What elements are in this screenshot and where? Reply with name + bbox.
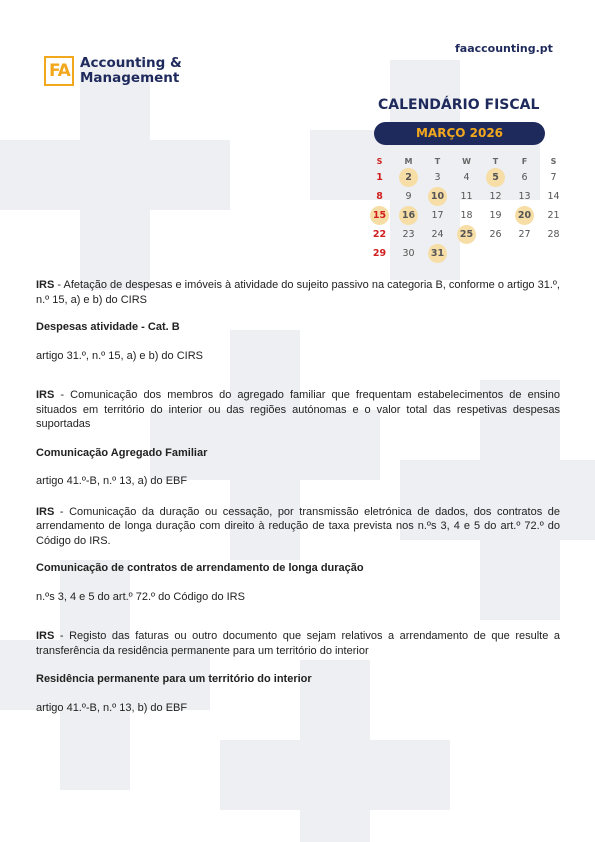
calendar-title: CALENDÁRIO FISCAL: [378, 97, 540, 113]
calendar-day: 24: [431, 229, 444, 240]
calendar-day: 9: [405, 191, 412, 202]
tax-tag: IRS: [36, 505, 55, 518]
calendar-week-row: [365, 244, 568, 263]
calendar-day: 21: [547, 210, 560, 221]
calendar-day: 17: [431, 210, 444, 221]
calendar-week-row: [365, 206, 568, 225]
obligation-description: [36, 505, 560, 549]
weekday-label: T: [434, 156, 441, 166]
calendar-day: [452, 244, 481, 263]
obligation-heading: Comunicação Agregado Familiar: [36, 446, 208, 459]
calendar-day: 26: [489, 229, 502, 240]
calendar-day: [510, 244, 539, 263]
calendar-day: 20: [510, 206, 539, 225]
calendar-week-row: [365, 168, 568, 187]
description-text: - Registo das faturas ou outro documento que sejam relativos a arrendamento de que resulte a transferência da residência permanente para um território do interior: [36, 630, 560, 657]
calendar-day: 7: [550, 172, 557, 183]
legal-reference: n.ºs 3, 4 e 5 do art.º 72.º do Código do IRS: [36, 590, 245, 603]
obligation-description: [36, 629, 560, 658]
calendar-day: 23: [402, 229, 415, 240]
calendar-day: 22: [372, 229, 387, 240]
calendar-day: [481, 244, 510, 263]
calendar-day: 6: [521, 172, 528, 183]
calendar-day: 3: [434, 172, 441, 183]
obligation-heading: Despesas atividade - Cat. B: [36, 321, 180, 333]
obligations-list: [36, 278, 560, 715]
calendar-day: 16: [394, 206, 423, 225]
calendar-day: 14: [547, 191, 560, 202]
obligation-description: [36, 388, 560, 432]
calendar-day: 5: [481, 168, 510, 187]
calendar-week-row: [365, 187, 568, 206]
weekday-label: W: [462, 156, 471, 166]
obligation-heading: Residência permanente para um território do interior: [36, 673, 312, 685]
calendar-day: 31: [423, 244, 452, 263]
calendar-day: 4: [463, 172, 470, 183]
weekday-label: M: [404, 156, 413, 166]
legal-reference: artigo 31.º, n.º 15, a) e b) do CIRS: [36, 349, 204, 362]
calendar-day: 27: [518, 229, 531, 240]
weekday-label: S: [376, 156, 383, 166]
description-text: - Afetação de despesas e imóveis à atividade do sujeito passivo na categoria B, conforme o artigo 31.º, n.º 15, a) e b) do CIRS: [36, 279, 560, 306]
calendar-day: 13: [518, 191, 531, 202]
calendar-day: 29: [372, 248, 387, 259]
weekday-label: T: [492, 156, 499, 166]
description-text: - Comunicação da duração ou cessação, por transmissão eletrónica de dados, dos contratos de arrendamento de longa duração com direito à redução de taxa prevista nos n.ºs 3, 4 e 5 do art.º 72.º do Código do IRS.: [36, 505, 560, 547]
legal-reference: artigo 41.º-B, n.º 13, b) do EBF: [36, 701, 188, 714]
calendar-weekday-row: [365, 154, 568, 168]
tax-tag: IRS: [36, 630, 55, 642]
calendar-day: 1: [376, 172, 383, 183]
calendar-day: 15: [365, 206, 394, 225]
calendar-day: 12: [489, 191, 502, 202]
logo-text: [80, 56, 182, 86]
legal-reference: artigo 41.º-B, n.º 13, a) do EBF: [36, 475, 188, 487]
description-text: - Comunicação dos membros do agregado familiar que frequentam estabelecimentos de ensino situados em território do interior ou das regiões autónomas e o valor total das respetivas despesas suportadas: [36, 389, 560, 430]
logo-line-1: Accounting &: [80, 55, 182, 71]
calendar-day: 28: [547, 229, 560, 240]
tax-tag: IRS: [36, 279, 55, 291]
logo-mark: [44, 56, 74, 86]
obligation-description: [36, 278, 560, 307]
weekday-label: F: [521, 156, 528, 166]
logo-line-2: Management: [80, 70, 180, 86]
logo-mark-text: FA: [49, 61, 70, 81]
calendar-month-badge: MARÇO 2026: [374, 122, 545, 145]
calendar-day: 8: [376, 191, 383, 202]
calendar-day: 10: [423, 187, 452, 206]
calendar-day: 11: [460, 191, 473, 202]
calendar-grid: [365, 154, 568, 263]
calendar-day: 19: [489, 210, 502, 221]
calendar-day: 30: [402, 248, 415, 259]
website-link[interactable]: faaccounting.pt: [455, 42, 553, 55]
obligation-heading: Comunicação de contratos de arrendamento de longa duração: [36, 562, 364, 574]
calendar-day: 18: [460, 210, 473, 221]
calendar-day: 25: [452, 225, 481, 244]
weekday-label: S: [550, 156, 557, 166]
company-logo: [44, 56, 182, 86]
calendar-day: [539, 244, 568, 263]
calendar-week-row: [365, 225, 568, 244]
calendar-day: 2: [394, 168, 423, 187]
tax-tag: IRS: [36, 389, 55, 401]
